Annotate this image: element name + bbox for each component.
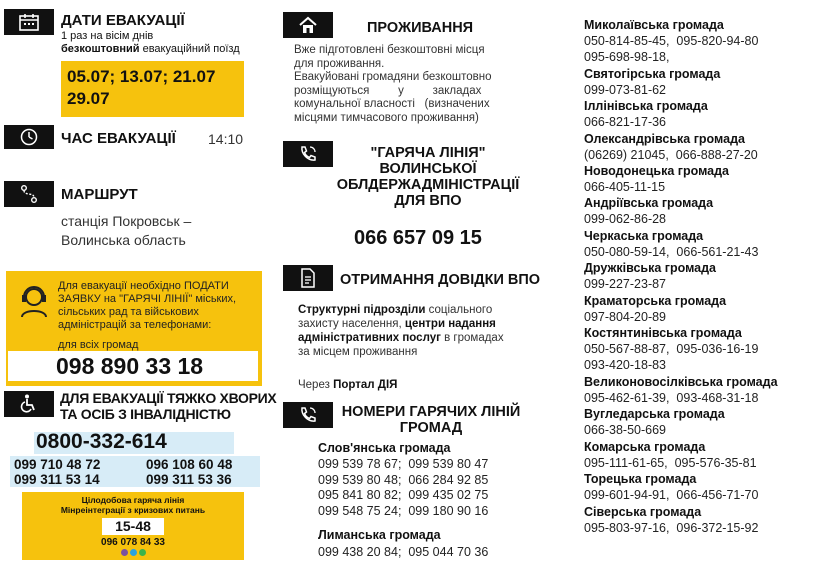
- reintegration-hotline-box: [22, 492, 244, 560]
- messenger-icons: [22, 549, 244, 556]
- community-phone: 099-062-86-28: [584, 212, 667, 227]
- dates-box: [61, 61, 244, 117]
- portal-diya: Портал ДІЯ: [333, 379, 398, 391]
- disabled-phone-1: 099 710 48 72: [14, 457, 101, 472]
- community-phone: 050-814-85-45, 095-820-94-80: [584, 34, 759, 48]
- calendar-icon: [4, 9, 54, 35]
- community-name: Святогірська громада: [584, 66, 721, 81]
- main-phone-box: [8, 351, 258, 381]
- disabled-phone-2: 096 108 60 48: [146, 457, 233, 472]
- viber-icon: [121, 549, 128, 556]
- community-name: Черкаська громада: [584, 228, 704, 243]
- community-name: Комарська громада: [584, 439, 706, 454]
- community-name: Олександрівська громада: [584, 131, 745, 146]
- clock-icon: [4, 125, 54, 149]
- free-word: безкоштовний: [61, 43, 140, 55]
- cert-bold-1: Структурні підрозділи: [298, 304, 426, 316]
- disabled-main-phone: 0800-332-614: [36, 430, 167, 453]
- disabled-title-2: ТА ОСІБ З ІНВАЛІДНІСТЮ: [60, 406, 231, 422]
- cert-text-1: соціального: [425, 304, 493, 316]
- hotlines-title: [336, 404, 526, 436]
- reintegration-line-1: Цілодобова гаряча лінія: [81, 495, 185, 505]
- housing-line-5: комунальної власності (визначених: [294, 98, 490, 110]
- wheelchair-icon: [4, 391, 54, 417]
- reintegration-phone: 096 078 84 33: [101, 537, 165, 548]
- slovyansk-row-4: 099 548 75 24; 099 180 90 16: [318, 503, 489, 518]
- evacuation-time-title: ЧАС ЕВАКУАЦІЇ: [61, 130, 176, 147]
- community-phone: 097-804-20-89: [584, 309, 667, 324]
- communities-list: [584, 17, 814, 536]
- dates-line-1: 05.07; 13.07; 21.07: [67, 67, 216, 86]
- community-name: Костянтинівська громада: [584, 326, 742, 341]
- volyn-title-3: ОБЛДЕРЖАДМІНІСТРАЦІЇ: [336, 177, 520, 193]
- lyman-name: Лиманська громада: [318, 528, 441, 542]
- main-phone: 098 890 33 18: [56, 353, 204, 379]
- cert-bold-3: адміністративних послуг: [298, 332, 441, 344]
- community-phone: 050-567-88-87, 095-036-16-19: [584, 342, 759, 357]
- application-line-3: сільських рад та військових: [58, 306, 199, 318]
- reintegration-short-box: [102, 518, 164, 535]
- route-icon: [4, 181, 54, 207]
- cert-text-3: в громадах: [440, 332, 504, 344]
- housing-text: [294, 44, 492, 125]
- telegram-icon: [130, 549, 137, 556]
- slovyansk-name: Слов'янська громада: [318, 441, 451, 455]
- slovyansk-row-1: 099 539 78 67; 099 539 80 47: [318, 457, 489, 471]
- portal-prefix: Через: [298, 379, 334, 391]
- lyman-row-1: 099 438 20 84; 095 044 70 36: [318, 545, 489, 559]
- cert-bold-2: центри надання: [404, 318, 496, 330]
- hotlines-title-2: ГРОМАД: [399, 420, 463, 436]
- route-title: МАРШРУТ: [61, 186, 138, 203]
- community-name: Торецька громада: [584, 472, 697, 487]
- community-phone: 095-803-97-16, 096-372-15-92: [584, 520, 759, 535]
- application-line-1: Для евакуації необхідно ПОДАТИ: [58, 280, 229, 292]
- community-phone: 099-073-81-62: [584, 82, 667, 97]
- application-box: [6, 271, 262, 386]
- slovyansk-row-2: 099 539 80 48; 066 284 92 85: [318, 472, 489, 487]
- community-phone: 093-420-18-83: [584, 358, 667, 373]
- community-name: Андріївська громада: [584, 196, 714, 211]
- housing-line-3: Евакуйовані громадяни безкоштовно: [294, 71, 492, 83]
- community-name: Вугледарська громада: [584, 407, 725, 422]
- house-icon: [283, 12, 333, 38]
- slovyansk-phones: [318, 457, 488, 519]
- community-phone: 095-698-98-18,: [584, 50, 670, 65]
- community-name: Миколаївська громада: [584, 18, 724, 32]
- evacuation-frequency: 1 раз на вісім днів: [61, 30, 154, 42]
- volyn-title-2: ВОЛИНСЬКОЇ: [379, 161, 477, 177]
- community-name: Іллінівська громада: [584, 99, 708, 114]
- whatsapp-icon: [139, 549, 146, 556]
- application-line-2: ЗАЯВКУ на "ГАРЯЧІ ЛІНІЇ" міських,: [58, 293, 237, 305]
- housing-line-2: для проживання.: [294, 57, 385, 70]
- community-phone: 066-405-11-15: [584, 180, 666, 195]
- free-train-line: [61, 43, 240, 56]
- housing-line-4: розміщуються у закладах: [294, 84, 482, 97]
- volyn-title-1: "ГАРЯЧА ЛІНІЯ": [370, 145, 486, 161]
- community-phone: 066-821-17-36: [584, 115, 667, 130]
- reintegration-line-2: Мінреінтеграції з кризових питань: [60, 505, 206, 515]
- community-phone: (06269) 21045, 066-888-27-20: [584, 147, 758, 162]
- cert-text-2: захисту населення,: [298, 318, 405, 330]
- community-phone: 050-080-59-14, 066-561-21-43: [584, 244, 759, 259]
- hotlines-title-1: НОМЕРИ ГАРЯЧИХ ЛІНІЙ: [341, 404, 521, 420]
- community-phone: 099-601-94-91, 066-456-71-70: [584, 488, 759, 503]
- volyn-title-4: ДЛЯ ВПО: [394, 193, 462, 209]
- slovyansk-row-3: 095 841 80 82; 099 435 02 75: [318, 488, 489, 502]
- portal-diya-line: [298, 379, 397, 391]
- support-agent-icon: [14, 281, 54, 321]
- disabled-phone-3: 099 311 53 14: [14, 472, 100, 487]
- cert-text-4: за місцем проживання: [298, 346, 418, 358]
- community-phone: 095-111-61-65, 095-576-35-81: [584, 455, 757, 470]
- housing-title: ПРОЖИВАННЯ: [367, 20, 474, 36]
- application-line-4: адміністрацій за телефонами:: [58, 319, 212, 331]
- disabled-phones-box: [10, 456, 260, 487]
- disabled-title-1: ДЛЯ ЕВАКУАЦІЇ ТЯЖКО ХВОРИХ: [60, 390, 277, 406]
- community-name: Дружківська громада: [584, 261, 716, 276]
- certificate-text: [298, 303, 504, 359]
- route-line-1: станція Покровськ –: [61, 213, 192, 229]
- train-word: евакуаційний поїзд: [139, 43, 240, 55]
- for-all-communities: для всіх громад: [58, 339, 139, 351]
- community-name: Великоновосілківська громада: [584, 374, 778, 389]
- dates-line-2: 29.07: [67, 89, 110, 108]
- volyn-hotline-phone: 066 657 09 15: [354, 227, 482, 249]
- volyn-hotline-title: [328, 145, 528, 209]
- community-phone: 099-227-23-87: [584, 277, 667, 292]
- document-icon: [283, 265, 333, 291]
- phone-icon: [283, 141, 333, 167]
- route-line-2: Волинська область: [61, 232, 186, 248]
- housing-line-1: Вже підготовлені безкоштовні місця: [294, 44, 485, 56]
- disabled-phone-4: 099 311 53 36: [146, 472, 232, 487]
- community-name: Новодонецька громада: [584, 164, 730, 179]
- reintegration-short-number: 15-48: [115, 518, 151, 534]
- evacuation-dates-title: ДАТИ ЕВАКУАЦІЇ: [61, 12, 185, 29]
- disabled-main-phone-box: [34, 432, 234, 454]
- evacuation-time-value: 14:10: [208, 131, 244, 147]
- community-phone: 095-462-61-39, 093-468-31-18: [584, 390, 759, 405]
- phone-icon-2: [283, 402, 333, 428]
- community-name: Сіверська громада: [584, 504, 702, 519]
- community-name: Краматорська громада: [584, 293, 727, 308]
- housing-line-6: місцями тимчасового проживання): [294, 111, 479, 124]
- community-phone: 066-38-50-669: [584, 423, 667, 438]
- certificate-title: ОТРИМАННЯ ДОВІДКИ ВПО: [340, 272, 541, 288]
